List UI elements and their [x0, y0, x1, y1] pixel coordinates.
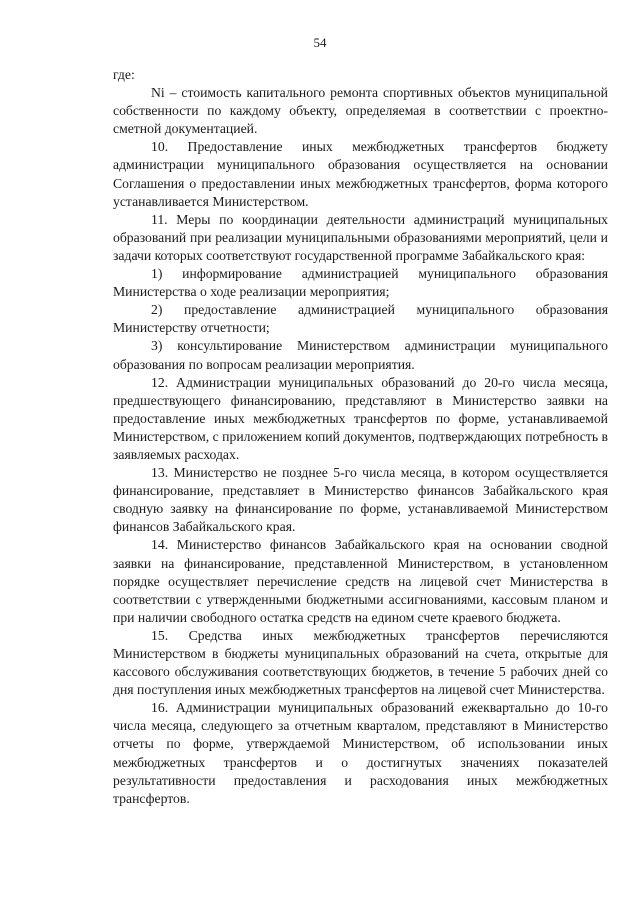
paragraph-11-item-1: 1) информирование администрацией муниципального образования Министерства о ходе реализации мероприятия; [113, 266, 608, 300]
paragraph-15: 15. Средства иных межбюджетных трансфертов перечисляются Министерством в бюджеты муниципальных образований на счета, открытые для кассового обслуживания соответствующих бюджетов, в течение 5 рабочих дней со дня поступления иных межбюджетных трансфертов на лицевой счет Министерства. [113, 627, 608, 698]
paragraph-12: 12. Администрации муниципальных образований до 20-го числа месяца, предшествующего финансированию, представляют в Министерство заявки на предоставление иных межбюджетных трансфертов по форме, устанавливаемой Министерством, с приложением копий документов, подтверждающих потребность в заявляемых расходах. [113, 374, 608, 462]
paragraph-11: 11. Меры по координации деятельности администраций муниципальных образований при реализации муниципальными образованиями мероприятий, цели и задачи которых соответствуют государственной программе Забайкальского края: [113, 211, 608, 263]
paragraph-11-item-3: 3) консультирование Министерством администрации муниципального образования по вопросам реализации мероприятия. [113, 338, 608, 372]
page-number: 54 [313, 35, 327, 50]
paragraph-13: 13. Министерство не позднее 5-го числа месяца, в котором осуществляется финансирование, представляет в Министерство финансов Забайкальского края сводную заявку на финансирование по форме, устанавливаемой Министерством финансов Забайкальского края. [113, 465, 608, 535]
paragraph-11-item-2: 2) предоставление администрацией муниципального образования Министерству отчетности; [113, 302, 608, 336]
document-body [113, 66, 608, 808]
paragraph-16: 16. Администрации муниципальных образований ежеквартально до 10-го числа месяца, следующего за отчетным кварталом, представляют в Министерство отчеты по форме, утверждаемой Министерством, об использовании иных межбюджетных трансфертов и о достигнутых значениях показателей результативности предоставления и расходования иных межбюджетных трансфертов. [113, 700, 608, 806]
paragraph-14: 14. Министерство финансов Забайкальского края на основании сводной заявки на финансирование, представленной Министерством, в установленном порядке осуществляет перечисление средств на лицевой счет Министерства в соответствии с утвержденными бюджетными ассигнованиями, кассовым планом и при наличии свободного остатка средств на едином счете краевого бюджета. [113, 537, 608, 625]
paragraph-ni-definition: Ni – стоимость капитального ремонта спортивных объектов муниципальной собственности по каждому объекту, определяемая в соответствии с проектно-сметной документацией. [113, 85, 608, 137]
paragraph-10: 10. Предоставление иных межбюджетных трансфертов бюджету администрации муниципального образования осуществляется на основании Соглашения о предоставлении иных межбюджетных трансфертов, форма которого устанавливается Министерством. [113, 139, 608, 209]
paragraph-where: где: [113, 67, 135, 82]
